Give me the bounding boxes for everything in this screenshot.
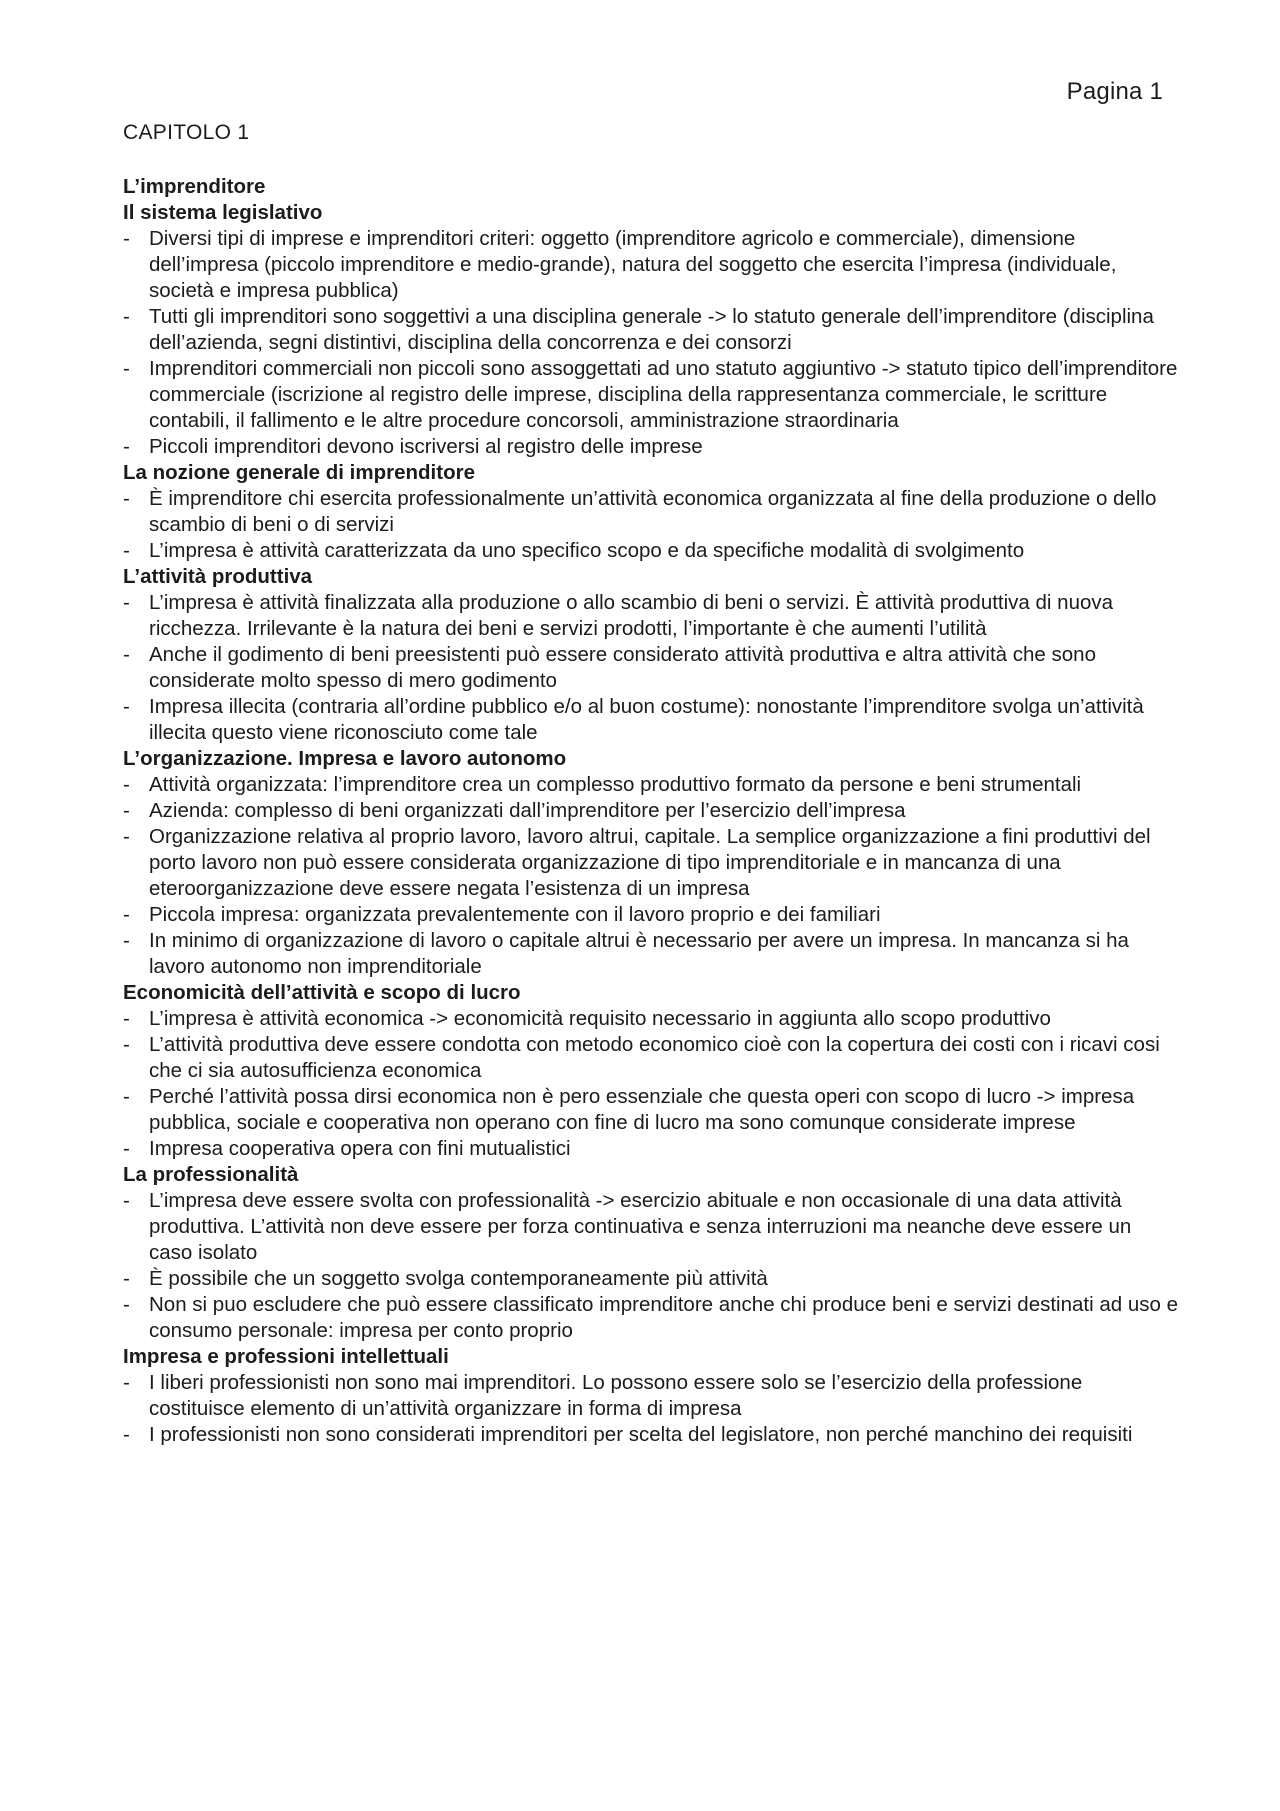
bullet-item: - Tutti gli imprenditori sono soggettivi a una disciplina generale -> lo statuto generale dell’imprenditore (disciplina dell’azienda, segni distintivi, disciplina della concorrenza e dei consorzi <box>123 304 1178 356</box>
chapter-heading: CAPITOLO 1 <box>123 121 250 144</box>
bullet-item: - L’impresa è attività caratterizzata da uno specifico scopo e da specifiche modalità di svolgimento <box>123 538 1178 564</box>
bullet-item: - Piccola impresa: organizzata prevalentemente con il lavoro proprio e dei familiari <box>123 902 1178 928</box>
section <box>123 174 1178 200</box>
section <box>123 460 1178 564</box>
bullet-list <box>123 772 1178 980</box>
bullet-item: - In minimo di organizzazione di lavoro o capitale altrui è necessario per avere un impresa. In mancanza si ha lavoro autonomo non imprenditoriale <box>123 928 1178 980</box>
bullet-list <box>123 226 1178 460</box>
bullet-item: - Azienda: complesso di beni organizzati dall’imprenditore per l’esercizio dell’impresa <box>123 798 1178 824</box>
bullet-item: - L’impresa è attività finalizzata alla produzione o allo scambio di beni o servizi. È attività produttiva di nuova ricchezza. Irrilevante è la natura dei beni e servizi prodotti, l’importante è che aumenti l’utilità <box>123 590 1178 642</box>
bullet-item: - Attività organizzata: l’imprenditore crea un complesso produttivo formato da persone e beni strumentali <box>123 772 1178 798</box>
bullet-item: - I liberi professionisti non sono mai imprenditori. Lo possono essere solo se l’esercizio della professione costituisce elemento di un’attività organizzare in forma di impresa <box>123 1370 1178 1422</box>
section <box>123 1162 1178 1344</box>
bullet-item: - Anche il godimento di beni preesistenti può essere considerato attività produttiva e altra attività che sono considerate molto spesso di mero godimento <box>123 642 1178 694</box>
document-content <box>123 174 1178 1448</box>
section <box>123 746 1178 980</box>
section-title: Economicità dell’attività e scopo di lucro <box>123 981 521 1004</box>
bullet-item: - L’attività produttiva deve essere condotta con metodo economico cioè con la copertura dei costi con i ricavi cosi che ci sia autosufficienza economica <box>123 1032 1178 1084</box>
bullet-item: - Imprenditori commerciali non piccoli sono assoggettati ad uno statuto aggiuntivo -> statuto tipico dell’imprenditore commerciale (iscrizione al registro delle imprese, disciplina della rappresentanza commerciale, le scritture contabili, il fallimento e le altre procedure concorsoli, amministrazione straordinaria <box>123 356 1178 434</box>
page-number: Pagina 1 <box>1066 78 1163 105</box>
bullet-item: - L’impresa è attività economica -> economicità requisito necessario in aggiunta allo scopo produttivo <box>123 1006 1178 1032</box>
section <box>123 980 1178 1162</box>
bullet-item: - Diversi tipi di imprese e imprenditori criteri: oggetto (imprenditore agricolo e commerciale), dimensione dell’impresa (piccolo imprenditore e medio-grande), natura del soggetto che esercita l’impresa (individuale, società e impresa pubblica) <box>123 226 1178 304</box>
bullet-list <box>123 590 1178 746</box>
section-title: Il sistema legislativo <box>123 201 323 224</box>
section-title: L’attività produttiva <box>123 565 313 588</box>
bullet-item: - Organizzazione relativa al proprio lavoro, lavoro altrui, capitale. La semplice organizzazione a fini produttivi del porto lavoro non può essere considerata organizzazione di tipo imprenditoriale e in mancanza di una eteroorganizzazione deve essere negata l’esistenza di un impresa <box>123 824 1178 902</box>
section-title: L’organizzazione. Impresa e lavoro autonomo <box>123 747 567 770</box>
section <box>123 1344 1178 1448</box>
bullet-list <box>123 486 1178 564</box>
bullet-list <box>123 1370 1178 1448</box>
section-title: Impresa e professioni intellettuali <box>123 1345 449 1368</box>
section-title: La professionalità <box>123 1163 299 1186</box>
bullet-item: - Piccoli imprenditori devono iscriversi al registro delle imprese <box>123 434 1178 460</box>
bullet-item: - Non si puo escludere che può essere classificato imprenditore anche chi produce beni e servizi destinati ad uso e consumo personale: impresa per conto proprio <box>123 1292 1178 1344</box>
bullet-item: - È imprenditore chi esercita professionalmente un’attività economica organizzata al fine della produzione o dello scambio di beni o di servizi <box>123 486 1178 538</box>
section-title: La nozione generale di imprenditore <box>123 461 475 484</box>
bullet-list <box>123 1188 1178 1344</box>
section <box>123 200 1178 460</box>
bullet-list <box>123 1006 1178 1162</box>
bullet-item: - È possibile che un soggetto svolga contemporaneamente più attività <box>123 1266 1178 1292</box>
bullet-item: - Perché l’attività possa dirsi economica non è pero essenziale che questa operi con scopo di lucro -> impresa pubblica, sociale e cooperativa non operano con fine di lucro ma sono comunque considerate imprese <box>123 1084 1178 1136</box>
section-title: L’imprenditore <box>123 175 266 198</box>
section <box>123 564 1178 746</box>
bullet-item: - I professionisti non sono considerati imprenditori per scelta del legislatore, non perché manchino dei requisiti <box>123 1422 1178 1448</box>
bullet-item: - L’impresa deve essere svolta con professionalità -> esercizio abituale e non occasionale di una data attività produttiva. L’attività non deve essere per forza continuativa e senza interruzioni ma neanche deve essere un caso isolato <box>123 1188 1178 1266</box>
bullet-item: - Impresa cooperativa opera con fini mutualistici <box>123 1136 1178 1162</box>
bullet-item: - Impresa illecita (contraria all’ordine pubblico e/o al buon costume): nonostante l’imprenditore svolga un’attività illecita questo viene riconosciuto come tale <box>123 694 1178 746</box>
